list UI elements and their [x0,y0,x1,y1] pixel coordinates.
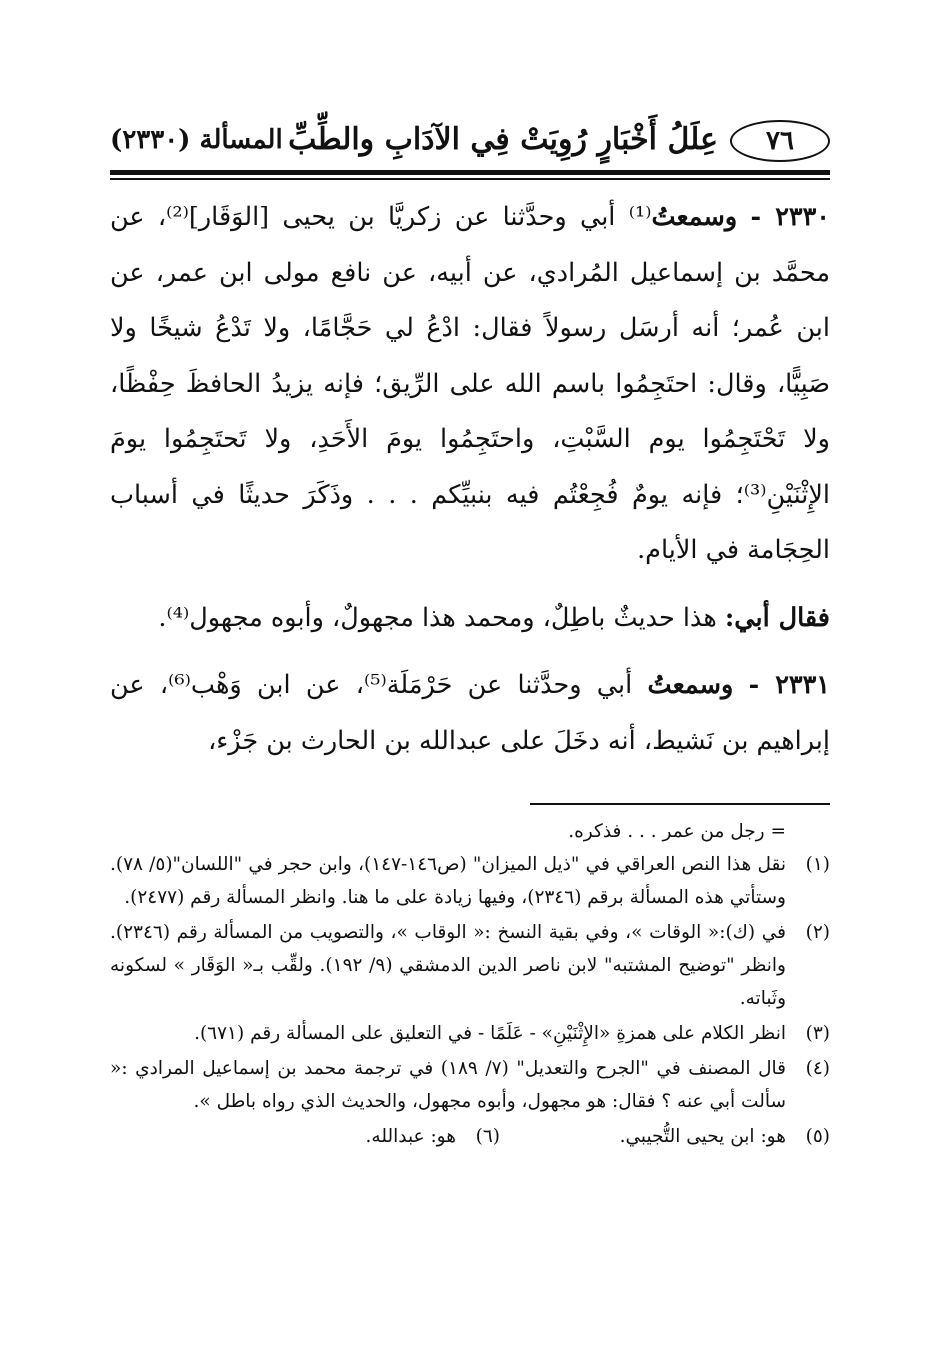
footnote-mark: (٢) [805,922,830,943]
footnote-text: قال المصنف في "الجرح والتعديل" (٧/ ١٨٩) في ترجمة محمد بن إسماعيل المرادي :« سألت أبي عنه ؟ فقال: هو مجهول، وأبوه مجهول، والحديث الذي رواه باطل ». [110,1058,786,1112]
footnote-text: نقل هذا النص العراقي في "ذيل الميزان" (ص١٤٦-١٤٧)، وابن حجر في "اللسان"(٥/ ٧٨). وستأتي هذه المسألة برقم (٢٣٤٦)، وفيها زيادة على ما هنا. وانظر المسألة رقم (٢٤٧٧). [110,854,786,908]
issue-number: ٢٣٣١ - [748,670,831,700]
issue-label: المسألة (٢٣٣٠) [110,125,283,155]
issue-lead: وسمعتُ [651,202,738,232]
answer-lead: فقال أبي: [724,602,830,633]
book-title: عِلَلُ أَخْبَارٍ رُوِيَتْ فِي الآدَابِ والطِّبِّ [288,122,718,157]
footnote-text: هو: ابن يحيى التُّجيبي. [619,1126,786,1147]
header-rule-thick [110,170,830,175]
footnote-5 [500,1120,830,1153]
footnote-text: هو: عبدالله. [365,1126,456,1147]
footnote-mark: (٥) [805,1126,830,1147]
running-header [110,120,830,170]
main-text [110,190,830,781]
footnote-continuation: = رجل من عمر . . . فذكره. [568,821,786,842]
footnote-separator [530,803,830,805]
footnote-6 [366,1120,500,1153]
issue-text: أبي وحدَّثنا عن حَرْمَلَة⁽⁵⁾، عن ابن وَهْب⁽⁶⁾، عن إبراهيم بن نَشيط، أنه دخَلَ على عبدالله بن الحارث بن جَزْء، [110,670,830,756]
footnote-1 [110,848,830,914]
footnote-mark: (٣) [805,1023,830,1044]
footnote-mark: (٦) [475,1126,500,1147]
issue-number: ٢٣٣٠ - [750,202,830,232]
footnotes [110,815,830,1155]
issue-2331-paragraph [110,658,830,769]
issue-text: ⁽¹⁾ أبي وحدَّثنا عن زكريَّا بن يحيى [الوَقَار]⁽²⁾، عن محمَّد بن إسماعيل المُرادي، عن أبيه، عن نافع مولى ابن عمر، عن ابن عُمر؛ أنه أرسَل رسولاً فقال: ادْعُ لي حَجَّامًا، ولا تَدْعُ شيخًا ولا صَبِيًّا، وقال: احتَجِمُوا باسم الله على الرِّيق؛ فإنه يزيدُ الحافظَ حِفْظًا، ولا تَحْتَجِمُوا يوم السَّبْتِ، واحتَجِمُوا يومَ الأَحَدِ، ولا تَحتَجِمُوا يومَ الإِثْنَيْنِ⁽³⁾؛ فإنه يومٌ فُجِعْتُم فيه بنبيِّكم . . . وذَكَرَ حديثًا في أسباب الحِجَامة في الأيام. [110,202,830,565]
header-rule-thin [110,178,830,180]
footnote-4 [110,1052,830,1118]
footnote-mark: (٤) [805,1058,830,1079]
page-number: ٧٦ [730,120,830,162]
issue-lead: وسمعتُ [647,670,734,700]
footnote-text: في (ك):« الوقات »، وفي بقية النسخ :« الوقاب »، والتصويب من المسألة رقم (٢٣٤٦). وانظر "توضيح المشتبه" لابن ناصر الدين الدمشقي (٩/ ١٩٢). ولقِّب بـ« الوَقَار » لسكونه وثَباته. [110,922,786,1009]
issue-2330-paragraph [110,190,830,579]
answer-text: هذا حديثٌ باطِلٌ، ومحمد هذا مجهولٌ، وأبوه مجهول⁽⁴⁾. [158,602,717,633]
footnote-text: انظر الكلام على همزةِ «الإِثْنَيْنِ» - عَلَمًا - في التعليق على المسألة رقم (٦٧١). [194,1023,786,1044]
issue-2330-answer [110,591,830,647]
footnote-mark: (١) [805,854,830,875]
footnote-3 [110,1017,830,1050]
footnote-2 [110,916,830,1015]
footnote-row-5-6 [110,1120,830,1155]
